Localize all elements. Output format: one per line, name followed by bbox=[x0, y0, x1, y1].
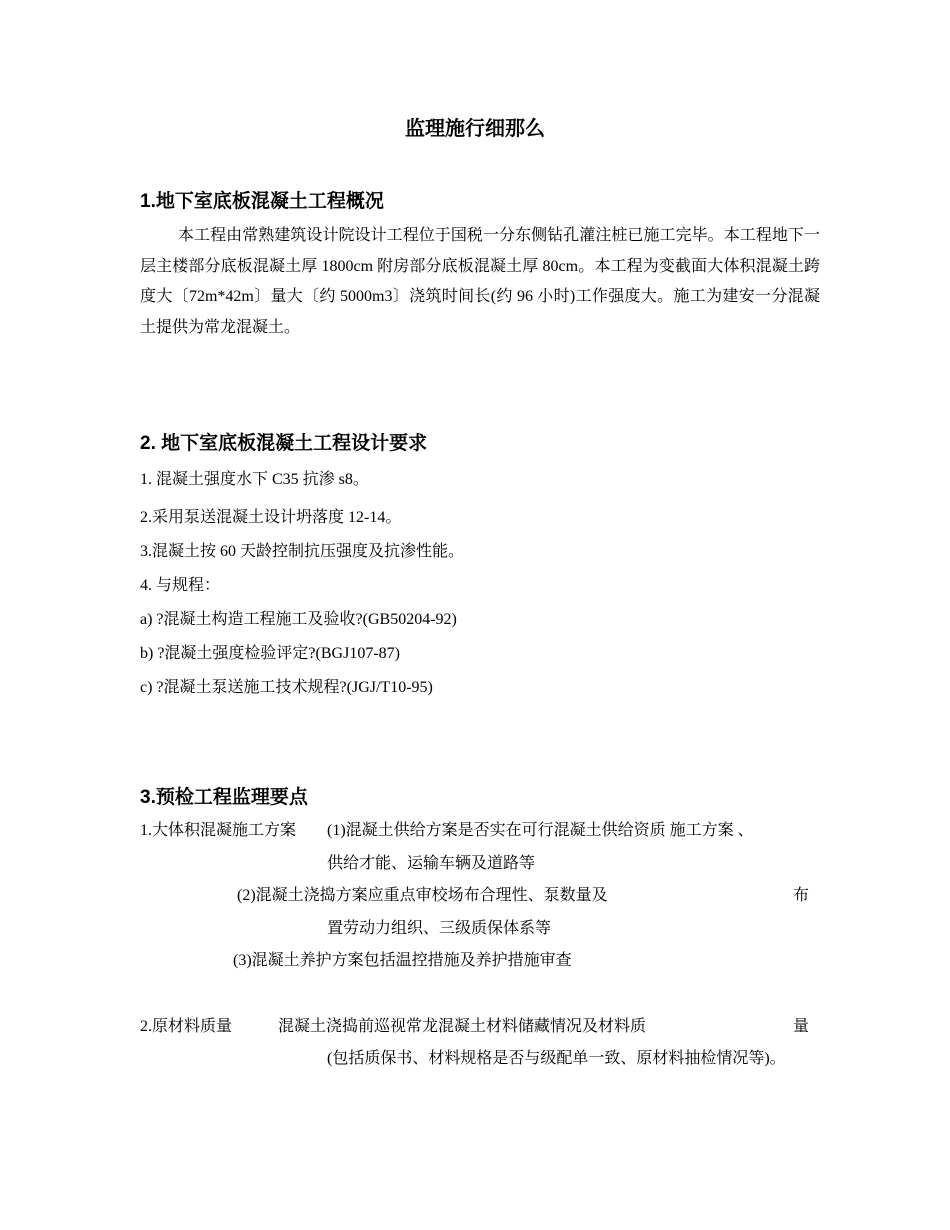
document-title: 监理施行细那么 bbox=[405, 118, 545, 140]
section-2-item: 2.采用泵送混凝土设计坍落度 12-14。 bbox=[140, 509, 402, 526]
item-2-label: 2.原材料质量 bbox=[140, 1018, 233, 1035]
standard-ref-b: b) ?混凝土强度检验评定?(BGJ107-87) bbox=[140, 645, 400, 662]
item-1-label: 1.大体积混凝施工方案 bbox=[140, 822, 297, 839]
item-1-sub-2-line-1: (2)混凝土浇捣方案应重点审校场布合理性、泵数量及 bbox=[237, 887, 608, 904]
standard-ref-a: a) ?混凝土构造工程施工及验收?(GB50204-92) bbox=[140, 611, 457, 628]
item-1-sub-1-line-1: (1)混凝土供给方案是否实在可行混凝土供给资质 施工方案 、 bbox=[327, 822, 754, 839]
section-1-heading: 1.地下室底板混凝土工程概况 bbox=[140, 191, 384, 212]
section-2-heading: 2. 地下室底板混凝土工程设计要求 bbox=[140, 433, 428, 454]
item-2-line-1: 混凝土浇捣前巡视常龙混凝土材料储藏情况及材料质 bbox=[278, 1018, 647, 1035]
section-1-paragraph: 本工程由常熟建筑设计院设计工程位于国税一分东侧钻孔灌注桩已施工完毕。本工程地下一层主楼部分底板混凝土厚 1800cm 附房部分底板混凝土厚 80cm。本工程为变截面大体积混凝土跨度大〔72m*42m〕量大〔约 5000m3〕浇筑时间长(约 96 小时)工作强度大。施工为建安一分混凝土提供为常龙混凝土。 bbox=[140, 227, 820, 336]
item-1-sub-1-line-2: 供给才能、运输车辆及道路等 bbox=[327, 855, 536, 872]
section-2-item: 1. 混凝土强度水下 C35 抗渗 s8。 bbox=[140, 471, 369, 488]
item-1-sub-2-line-2: 置劳动力组织、三级质保体系等 bbox=[327, 920, 552, 937]
section-2-item: 3.混凝土按 60 天龄控制抗压强度及抗渗性能。 bbox=[140, 543, 465, 560]
item-1-sub-2-tail: 布 bbox=[793, 887, 810, 904]
standard-ref-c: c) ?混凝土泵送施工技术规程?(JGJ/T10-95) bbox=[140, 679, 433, 696]
section-3-heading: 3.预检工程监理要点 bbox=[140, 787, 308, 808]
item-2-continuation: (包括质保书、材料规格是否与级配单一致、原材料抽检情况等)。 bbox=[327, 1050, 786, 1067]
section-2-item: 4. 与规程： bbox=[140, 577, 221, 594]
item-1-sub-3: (3)混凝土养护方案包括温控措施及养护措施审查 bbox=[233, 952, 572, 969]
item-2-line-1-tail: 量 bbox=[793, 1018, 810, 1035]
